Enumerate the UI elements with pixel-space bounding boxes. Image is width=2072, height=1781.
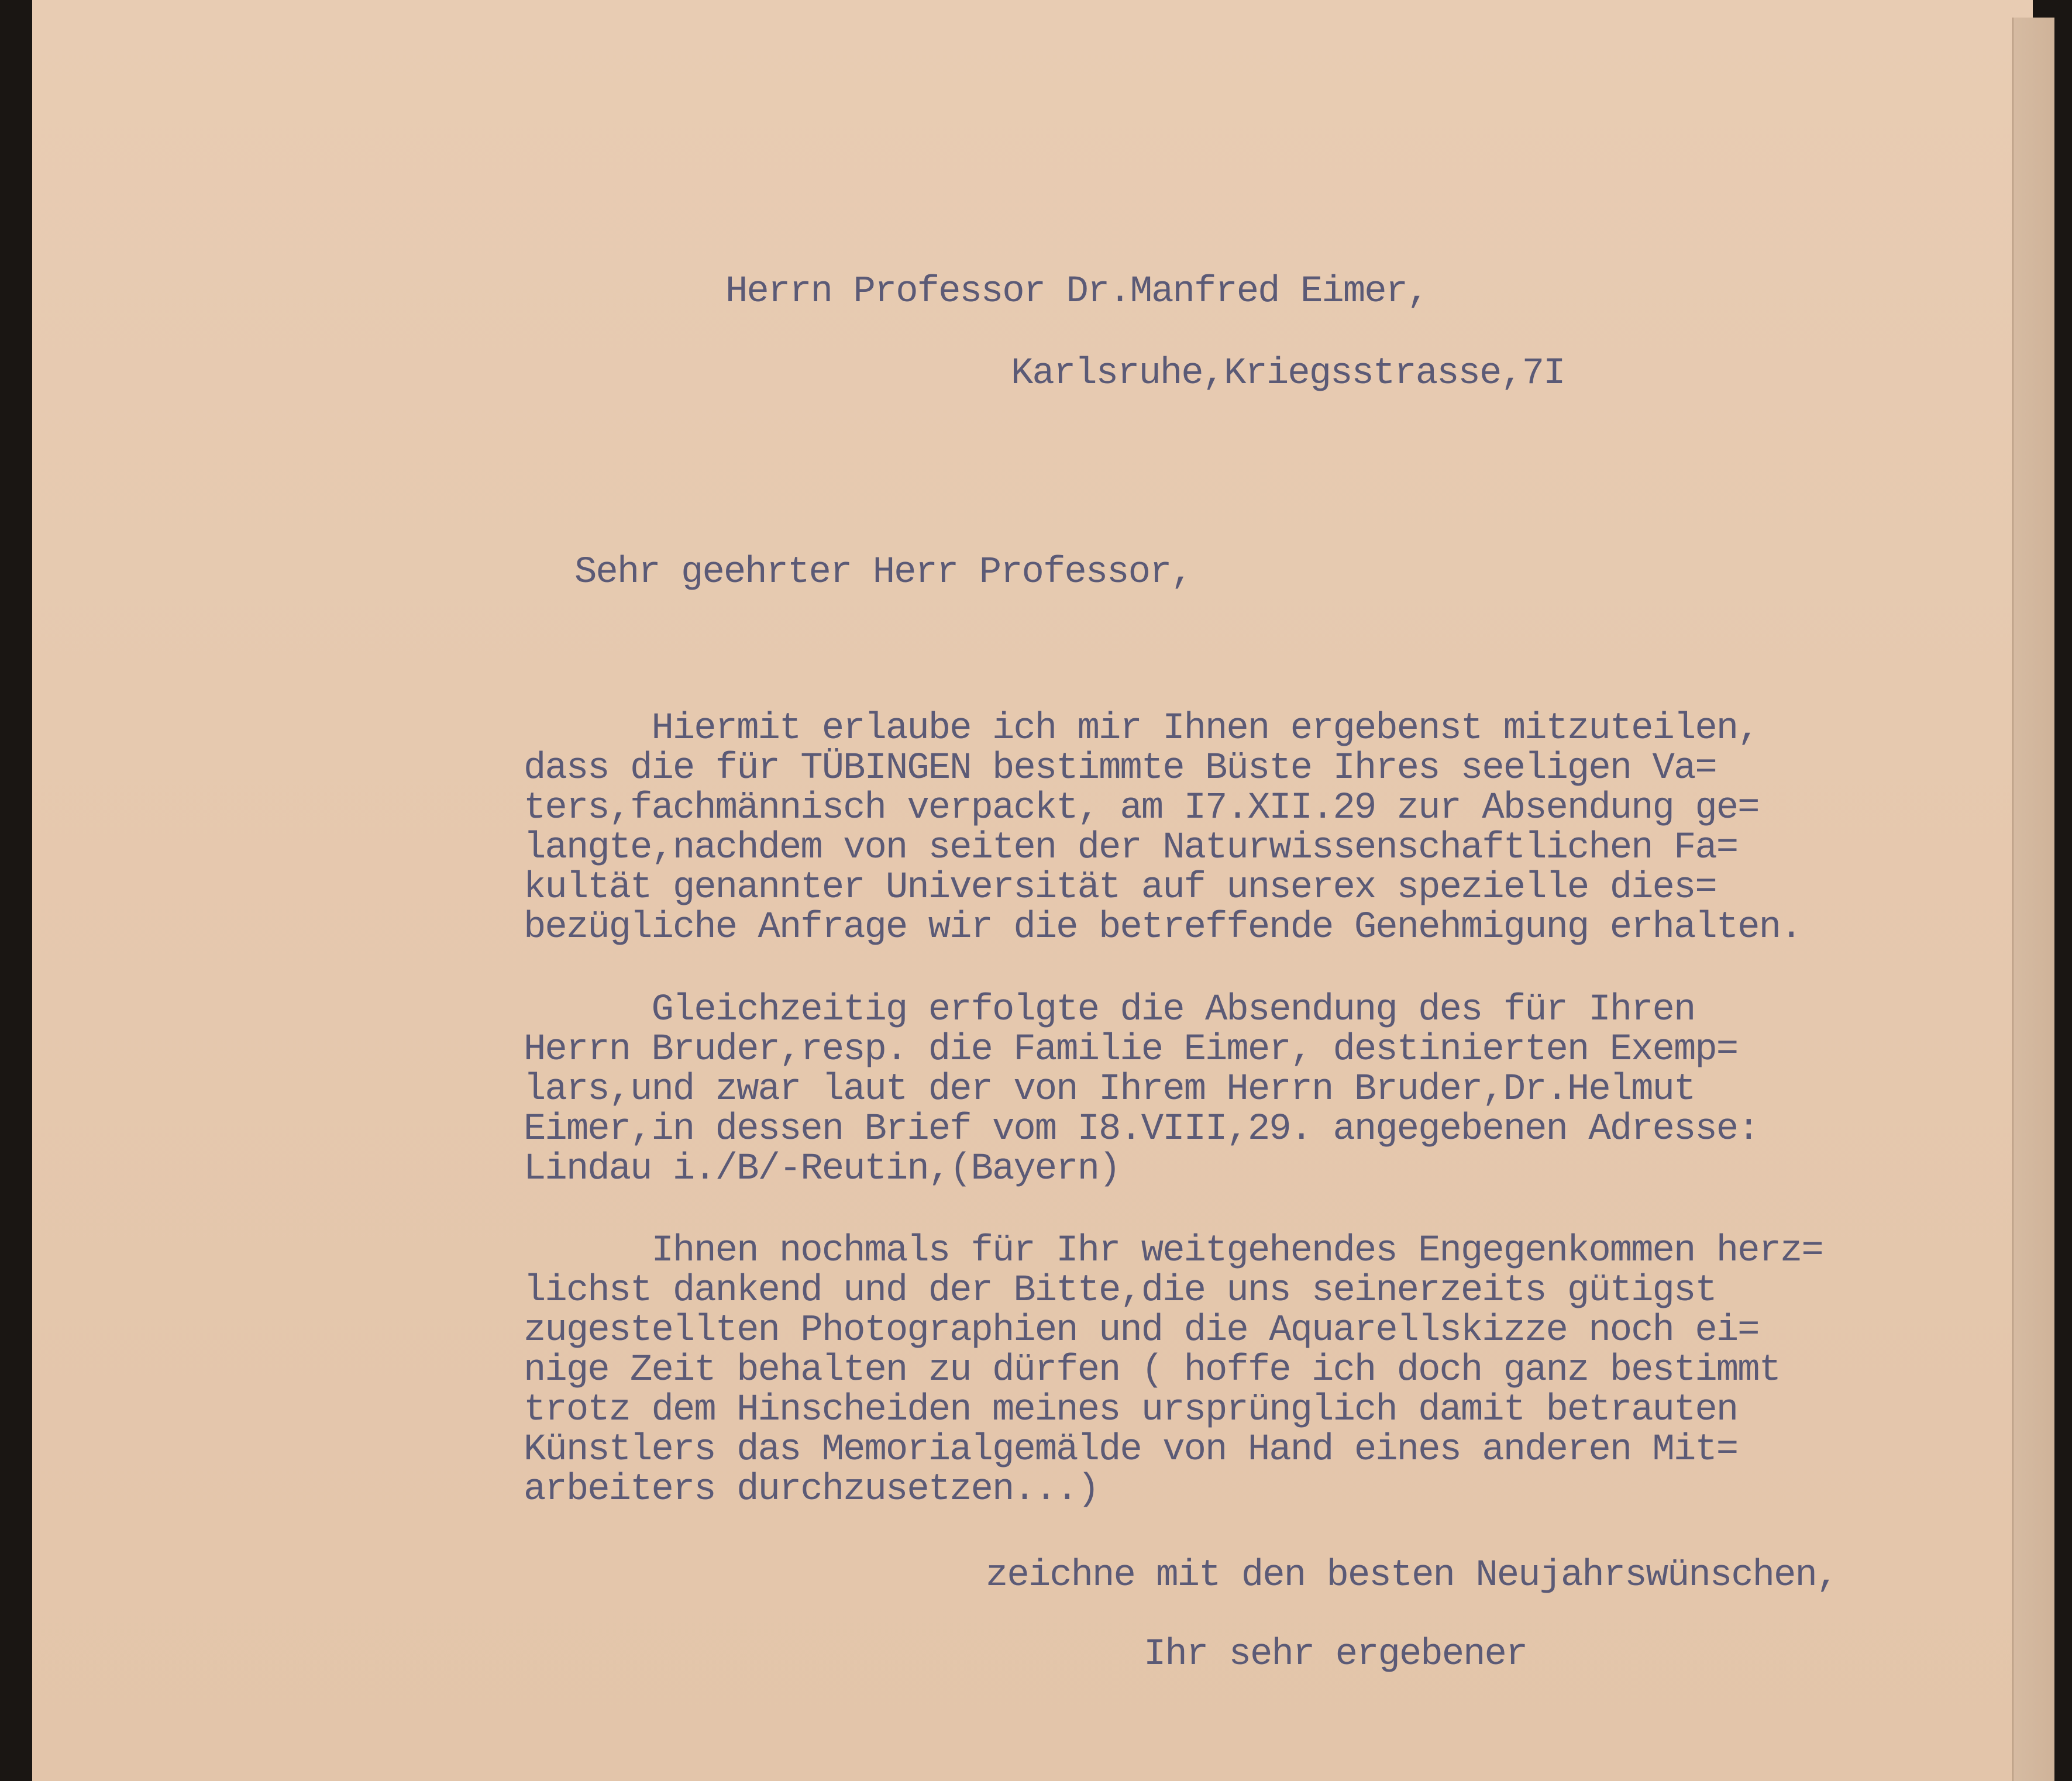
underlying-sheet-edge — [2012, 18, 2054, 1781]
recipient-line: Herrn Professor Dr.Manfred Eimer, — [725, 271, 1429, 313]
closing-line: zeichne mit den besten Neujahrswünschen, — [986, 1555, 1838, 1597]
salutation: Sehr geehrter Herr Professor, — [574, 552, 1192, 594]
paragraph-1: Hiermit erlaube ich mir Ihnen ergebenst mitzuteilen, dass die für TÜBINGEN bestimmte Büste Ihres seeligen Va= ters,fachmännisch verpackt, am I7.XII.29 zur Absendung ge= langte,nachdem von seiten der Naturwissenschaftlichen Fa= kultät genannter Universität auf unserex spezielle dies= bezügliche Anfrage wir die betreffende Genehmigung erhalten. — [524, 708, 1802, 949]
paragraph-3: Ihnen nochmals für Ihr weitgehendes Engegenkommen herz= lichst dankend und der Bitte,die uns seinerzeits gütigst zugestellten Photographien und die Aquarellskizze noch ei= nige Zeit behalten zu dürfen ( hoffe ich doch ganz bestimmt trotz dem Hinscheiden meines ursprünglich damit betrauten Künstlers das Memorialgemälde von Hand eines anderen Mit= arbeiters durchzusetzen...) — [524, 1230, 1823, 1511]
paragraph-2: Gleichzeitig erfolgte die Absendung des für Ihren Herrn Bruder,resp. die Familie Eimer, destinierten Exemp= lars,und zwar laut der von Ihrem Herrn Bruder,Dr.Helmut Eimer,in dessen Brief vom I8.VIII,29. angegebenen Adresse: Lindau i./B/-Reutin,(Bayern) — [524, 989, 1759, 1190]
address-line: Karlsruhe,Kriegsstrasse,7I — [1011, 353, 1565, 395]
signoff-line: Ihr sehr ergebener — [1144, 1634, 1527, 1676]
